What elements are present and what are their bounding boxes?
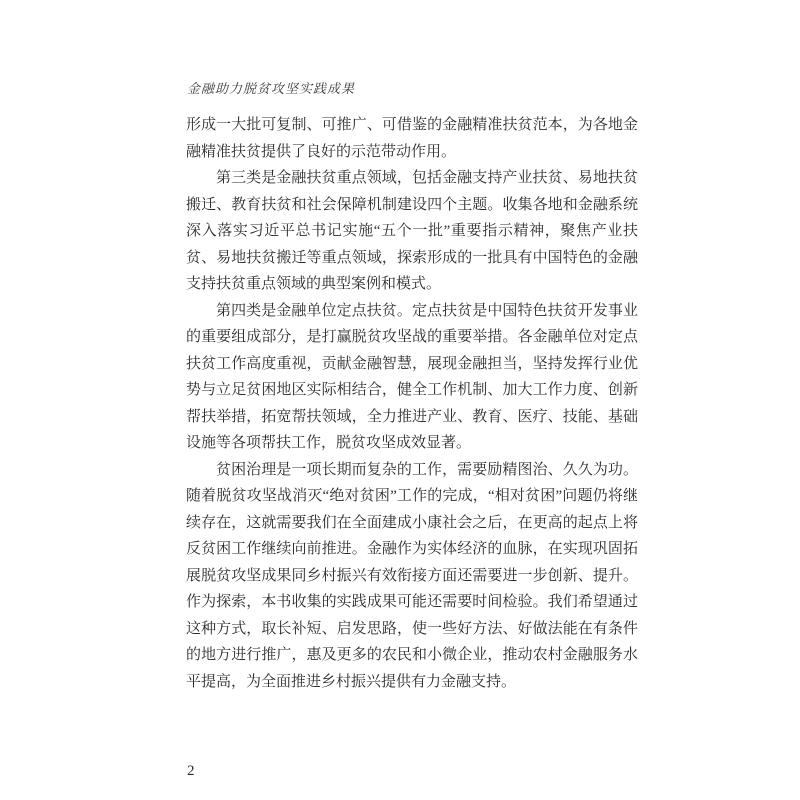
paragraph-category-three: 第三类是金融扶贫重点领域，包括金融支持产业扶贫、易地扶贫搬迁、教育扶贫和社会保障机制建设四个主题。收集各地和金融系统深入落实习近平总书记实施“五个一批”重要指示精神，聚焦产业扶贫、易地扶贫搬迁等重点领域，探索形成的一批具有中国特色的金融支持扶贫重点领域的典型案例和模式。 (186, 170, 638, 292)
paragraph-conclusion: 贫困治理是一项长期而复杂的工作，需要励精图治、久久为功。随着脱贫攻坚战消灭“绝对贫困”工作的完成，“相对贫困”问题仍将继续存在，这就需要我们在全面建成小康社会之后，在更高的起点上将反贫困工作继续向前推进。金融作为实体经济的血脉，在实现巩固拓展脱贫攻坚成果同乡村振兴有效衔接方面还需要进一步创新、提升。作为探索，本书收集的实践成果可能还需要时间检验。我们希望通过这种方式，取长补短、启发思路，使一些好方法、好做法能在有条件的地方进行推广，惠及更多的农民和小微企业，推动农村金融服务水平提高，为全面推进乡村振兴提供有力金融支持。 (186, 461, 638, 690)
body-text-block (186, 112, 638, 695)
page-number: 2 (187, 763, 195, 779)
paragraph-category-four: 第四类是金融单位定点扶贫。定点扶贫是中国特色扶贫开发事业的重要组成部分，是打赢脱贫攻坚战的重要举措。各金融单位对定点扶贫工作高度重视，贡献金融智慧，展现金融担当，坚持发挥行业优势与立足贫困地区实际相结合，健全工作机制、加大工作力度、创新帮扶举措，拓宽帮扶领域，全力推进产业、教育、医疗、技能、基础设施等各项帮扶工作，脱贫攻坚成效显著。 (186, 302, 638, 451)
running-header: 金融助力脱贫攻坚实践成果 (187, 81, 356, 96)
paragraph-continuation: 形成一大批可复制、可推广、可借鉴的金融精准扶贫范本，为各地金融精准扶贫提供了良好的示范带动作用。 (186, 117, 638, 160)
